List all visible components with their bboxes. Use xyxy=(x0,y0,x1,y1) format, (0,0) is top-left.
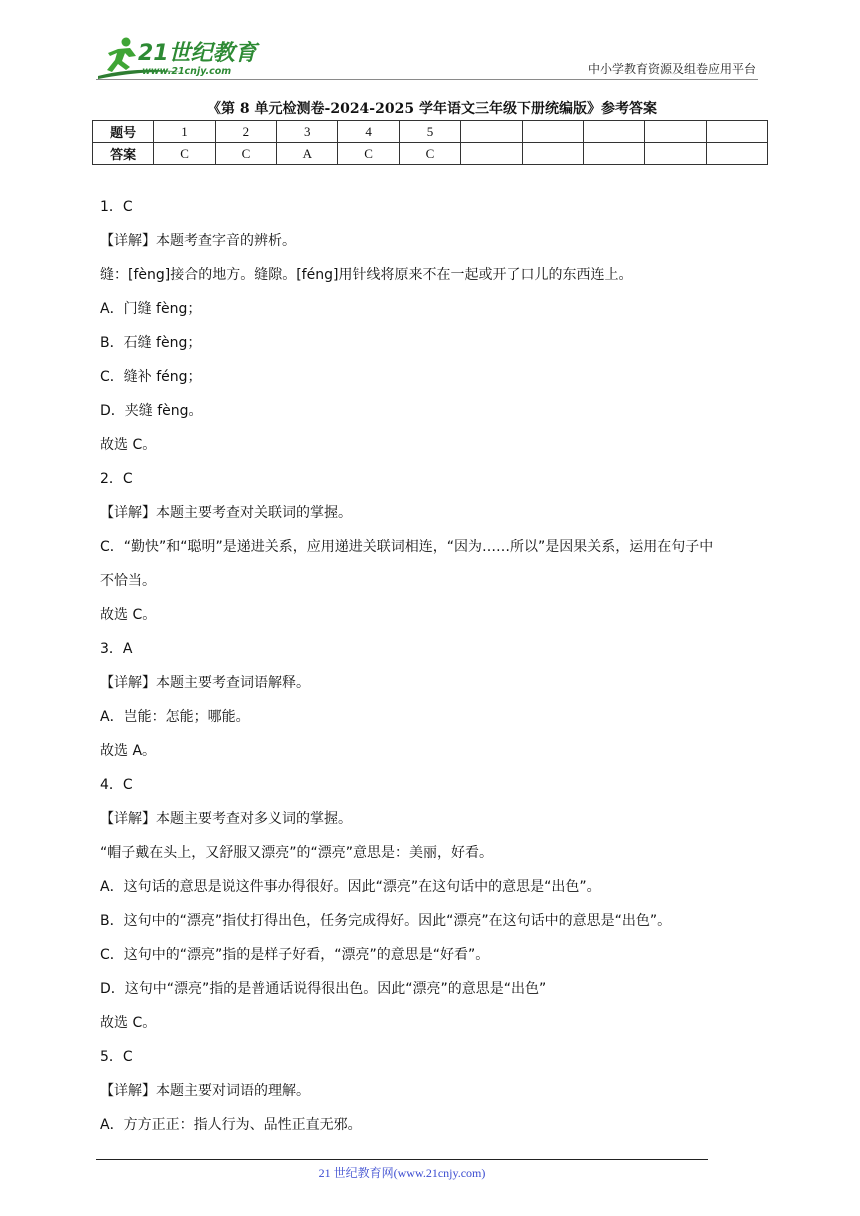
text-line: A．这句话的意思是说这件事办得很好。因此“漂亮”在这句话中的意思是“出色”。 xyxy=(100,879,601,895)
answer-table xyxy=(92,120,768,165)
text-line: 【详解】本题主要考查对多义词的掌握。 xyxy=(100,811,352,827)
table-cell: C xyxy=(215,143,276,165)
text-line: 3．A xyxy=(100,641,133,657)
text-line: C．这句中的“漂亮”指的是样子好看，“漂亮”的意思是“好看”。 xyxy=(100,947,490,963)
text-line: A．方方正正：指人行为、品性正直无邪。 xyxy=(100,1117,362,1133)
answer-explanations xyxy=(100,190,770,1142)
text-line: 故选 A。 xyxy=(100,743,157,759)
text-line: C．缝补 féng； xyxy=(100,369,202,385)
21cnjy-logo xyxy=(96,36,266,80)
text-line: 不恰当。 xyxy=(100,573,156,589)
text-line: 1．C xyxy=(100,199,133,215)
table-cell: C xyxy=(154,143,215,165)
table-cell xyxy=(583,143,644,165)
text-line: 2．C xyxy=(100,471,133,487)
text-line: D．这句中“漂亮”指的是普通话说得很出色。因此“漂亮”的意思是“出色” xyxy=(100,981,547,997)
page-header xyxy=(0,0,860,90)
svg-text:21世纪教育: 21世纪教育 xyxy=(138,41,257,66)
text-line: 故选 C。 xyxy=(100,607,157,623)
text-line: 【详解】本题考查字音的辨析。 xyxy=(100,233,296,249)
text-line: 【详解】本题主要考查词语解释。 xyxy=(100,675,310,691)
table-cell xyxy=(706,121,767,143)
text-line: 故选 C。 xyxy=(100,437,157,453)
text-line: B．这句中的“漂亮”指仗打得出色，任务完成得好。因此“漂亮”在这句话中的意思是“出色”。 xyxy=(100,913,672,929)
text-line: B．石缝 fèng； xyxy=(100,335,202,351)
table-cell xyxy=(461,121,522,143)
platform-name: 中小学教育资源及组卷应用平台 xyxy=(587,62,756,76)
table-cell: C xyxy=(399,143,460,165)
text-line: 5．C xyxy=(100,1049,133,1065)
row-label: 题号 xyxy=(93,121,154,143)
text-line: A．门缝 fèng； xyxy=(100,301,202,317)
text-line: D．夹缝 fèng。 xyxy=(100,403,203,419)
table-cell: 2 xyxy=(215,121,276,143)
table-cell: 1 xyxy=(154,121,215,143)
table-cell xyxy=(461,143,522,165)
text-line: 故选 C。 xyxy=(100,1015,157,1031)
table-cell xyxy=(522,121,583,143)
table-cell: 3 xyxy=(277,121,338,143)
table-row-answers xyxy=(93,143,768,165)
text-line: C．“勤快”和“聪明”是递进关系，应用递进关联词相连，“因为……所以”是因果关系，运用在句子中 xyxy=(100,539,714,555)
table-cell xyxy=(583,121,644,143)
text-line: 【详解】本题主要对词语的理解。 xyxy=(100,1083,310,1099)
table-cell xyxy=(706,143,767,165)
table-cell xyxy=(522,143,583,165)
document-title: 《第 8 单元检测卷-2024-2025 学年语文三年级下册统编版》参考答案 xyxy=(207,101,657,117)
table-cell: C xyxy=(338,143,399,165)
footer-divider xyxy=(96,1159,708,1160)
text-line: 4．C xyxy=(100,777,133,793)
table-cell: 4 xyxy=(338,121,399,143)
table-cell: A xyxy=(277,143,338,165)
text-line: 缝：[fèng]接合的地方。缝隙。[féng]用针线将原来不在一起或开了口儿的东西连上。 xyxy=(100,267,633,283)
table-cell: 5 xyxy=(399,121,460,143)
text-line: A．岂能：怎能；哪能。 xyxy=(100,709,250,725)
table-cell xyxy=(645,121,706,143)
text-line: “帽子戴在头上，又舒服又漂亮”的“漂亮”意思是：美丽，好看。 xyxy=(100,845,494,861)
svg-text:www.21cnjy.com: www.21cnjy.com xyxy=(142,66,232,77)
table-cell xyxy=(645,143,706,165)
footer-link[interactable]: 21 世纪教育网(www.21cnjy.com) xyxy=(318,1166,486,1180)
table-row-numbers xyxy=(93,121,768,143)
text-line: 【详解】本题主要考查对关联词的掌握。 xyxy=(100,505,352,521)
row-label: 答案 xyxy=(93,143,154,165)
header-divider xyxy=(96,79,758,80)
